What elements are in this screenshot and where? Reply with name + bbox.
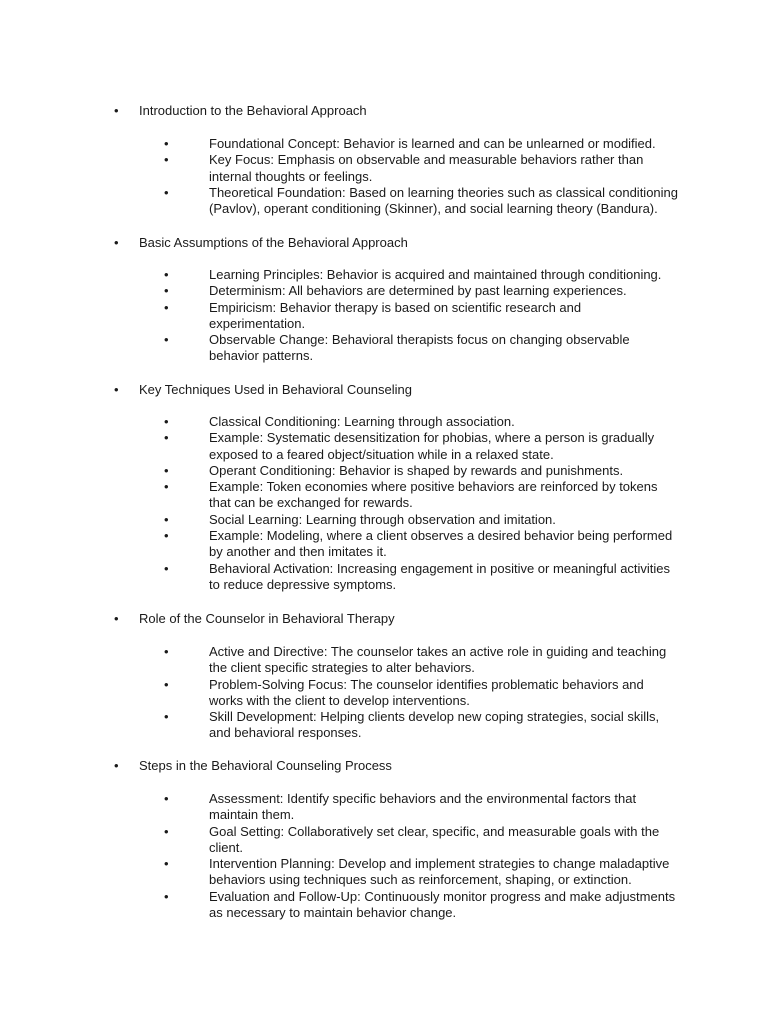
bullet-icon: •	[164, 462, 169, 478]
list-item	[0, 677, 679, 710]
list-item	[0, 791, 679, 824]
list-item	[0, 136, 679, 152]
list-item	[0, 332, 679, 365]
section-role-of-counselor	[0, 611, 768, 742]
list-item-text: Evaluation and Follow-Up: Continuously monitor progress and make adjustments as necessary to maintain behavior change.	[209, 888, 676, 921]
bullet-list	[0, 267, 768, 365]
section-heading-text: Key Techniques Used in Behavioral Counseling	[139, 382, 412, 397]
list-item-text: Example: Modeling, where a client observes a desired behavior being performed by another and then imitates it.	[209, 528, 673, 560]
bullet-icon: •	[164, 791, 169, 806]
list-item	[0, 414, 679, 430]
list-item	[0, 856, 679, 889]
list-item	[0, 300, 679, 333]
bullet-icon: •	[164, 479, 169, 495]
list-item	[0, 430, 679, 463]
bullet-icon: •	[164, 283, 169, 299]
bullet-icon: •	[164, 430, 169, 446]
section-heading-text: Introduction to the Behavioral Approach	[139, 103, 367, 118]
list-item	[0, 709, 679, 742]
section-introduction	[0, 103, 768, 217]
list-item-text: Operant Conditioning: Behavior is shaped by rewards and punishments.	[209, 462, 624, 478]
list-item-text: Foundational Concept: Behavior is learned and can be unlearned or modified.	[209, 136, 656, 151]
list-item	[0, 561, 679, 594]
bullet-icon: •	[164, 709, 169, 725]
bullet-icon: •	[114, 382, 119, 397]
list-item	[0, 824, 679, 857]
list-item	[0, 512, 679, 528]
bullet-list	[0, 644, 768, 742]
list-item-text: Problem-Solving Focus: The counselor identifies problematic behaviors and works with the client to develop interventions.	[209, 676, 644, 708]
list-item	[0, 463, 679, 479]
bullet-icon: •	[164, 888, 169, 904]
section-heading-text: Basic Assumptions of the Behavioral Approach	[139, 235, 408, 250]
list-item-text: Intervention Planning: Develop and implement strategies to change maladaptive behaviors using techniques such as reinforcement, shaping, or extinction.	[209, 856, 670, 888]
list-item-text: Example: Systematic desensitization for phobias, where a person is gradually exposed to a feared object/situation while in a relaxed state.	[209, 430, 655, 462]
list-item	[0, 889, 679, 922]
bullet-icon: •	[164, 644, 169, 659]
bullet-icon: •	[114, 103, 119, 118]
bullet-icon: •	[164, 511, 169, 527]
bullet-icon: •	[164, 267, 169, 282]
bullet-list	[0, 136, 768, 217]
section-steps	[0, 758, 768, 921]
list-item-text: Empiricism: Behavior therapy is based on scientific research and experimentation.	[209, 299, 582, 331]
section-heading-text: Steps in the Behavioral Counseling Process	[139, 758, 392, 773]
list-item-text: Determinism: All behaviors are determined by past learning experiences.	[209, 283, 627, 299]
section-heading	[0, 103, 768, 119]
list-item-text: Skill Development: Helping clients develop new coping strategies, social skills, and behavioral responses.	[209, 709, 660, 741]
section-heading	[0, 611, 768, 627]
list-item-text: Assessment: Identify specific behaviors and the environmental factors that maintain them.	[209, 791, 637, 823]
list-item	[0, 152, 679, 185]
bullet-icon: •	[114, 235, 119, 250]
list-item-text: Behavioral Activation: Increasing engagement in positive or meaningful activities to reduce depressive symptoms.	[209, 560, 671, 592]
list-item	[0, 528, 679, 561]
list-item	[0, 267, 679, 283]
bullet-icon: •	[114, 611, 119, 626]
section-basic-assumptions	[0, 235, 768, 365]
bullet-icon: •	[114, 758, 119, 773]
list-item-text: Theoretical Foundation: Based on learning theories such as classical conditioning (Pavlov), operant conditioning (Skinner), and social learning theory (Bandura).	[209, 184, 679, 217]
list-item	[0, 644, 679, 677]
bullet-icon: •	[164, 823, 169, 839]
section-key-techniques	[0, 382, 768, 593]
section-heading	[0, 382, 768, 398]
bullet-icon: •	[164, 856, 169, 872]
section-heading	[0, 235, 768, 251]
bullet-icon: •	[164, 184, 169, 200]
list-item-text: Social Learning: Learning through observation and imitation.	[209, 511, 556, 527]
list-item-text: Classical Conditioning: Learning through association.	[209, 414, 515, 429]
list-item	[0, 283, 679, 299]
bullet-icon: •	[164, 528, 169, 544]
bullet-icon: •	[164, 414, 169, 429]
list-item	[0, 185, 679, 218]
list-item-text: Key Focus: Emphasis on observable and measurable behaviors rather than internal thoughts or feelings.	[209, 152, 644, 184]
list-item-text: Active and Directive: The counselor takes an active role in guiding and teaching the client specific strategies to alter behaviors.	[209, 644, 667, 676]
section-heading-text: Role of the Counselor in Behavioral Therapy	[139, 611, 395, 626]
bullet-icon: •	[164, 152, 169, 168]
bullet-icon: •	[164, 299, 169, 315]
bullet-icon: •	[164, 136, 169, 151]
list-item	[0, 479, 679, 512]
bullet-icon: •	[164, 560, 169, 576]
bullet-icon: •	[164, 676, 169, 692]
bullet-list	[0, 414, 768, 593]
list-item-text: Goal Setting: Collaboratively set clear, specific, and measurable goals with the client.	[209, 823, 660, 855]
list-item-text: Learning Principles: Behavior is acquired and maintained through conditioning.	[209, 267, 662, 282]
bullet-icon: •	[164, 332, 169, 348]
list-item-text: Observable Change: Behavioral therapists focus on changing observable behavior patterns.	[209, 332, 630, 364]
list-item-text: Example: Token economies where positive behaviors are reinforced by tokens that can be exchanged for rewards.	[209, 479, 658, 511]
bullet-list	[0, 791, 768, 921]
section-heading	[0, 758, 768, 774]
